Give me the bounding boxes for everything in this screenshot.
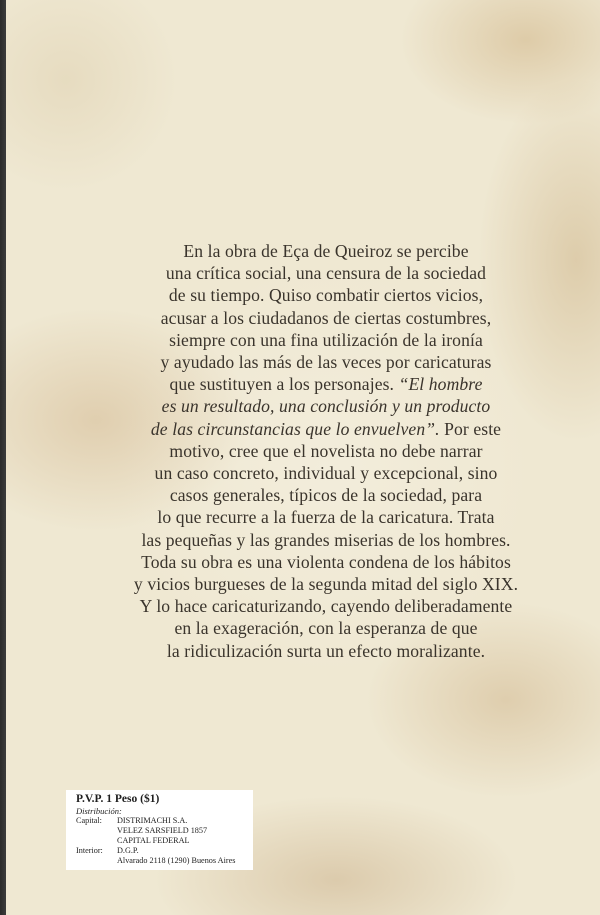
blurb-line: la ridiculización surta un efecto moralizante. [166, 640, 486, 661]
blurb-text: que sustituyen a los personajes. [169, 374, 395, 395]
distributor-address: VELEZ SARSFIELD 1857 [117, 826, 208, 835]
blurb-quote: “El hombre [398, 374, 483, 395]
blurb-line: de su tiempo. Quiso combatir ciertos vicios, [168, 285, 484, 306]
blurb-line: motivo, cree que el novelista no debe narrar [169, 440, 483, 461]
blurb-line: un caso concreto, individual y excepcional, sino [154, 463, 498, 484]
distribution-row [76, 856, 249, 866]
price-text: P.V.P. 1 Peso ($1) [76, 793, 160, 805]
blurb-line: lo que recurre a la fuerza de la caricatura. Trata [157, 507, 495, 528]
blurb-quote: es un resultado, una conclusión y un producto [161, 396, 491, 417]
interior-address: Alvarado 2118 (1290) Buenos Aires [117, 856, 236, 865]
distribution-row [76, 816, 249, 826]
blurb-line: acusar a los ciudadanos de ciertas costumbres, [160, 307, 492, 328]
blurb-line: las pequeñas y las grandes miserias de los hombres. [141, 529, 511, 550]
book-back-cover [6, 0, 600, 915]
blurb-line [70, 395, 582, 417]
price-label-sticker [66, 790, 253, 870]
interior-distributor: D.G.P. [117, 846, 139, 855]
blurb-line: siempre con una fina utilización de la ironía [169, 329, 483, 350]
blurb-line: y ayudado las más de las veces por caricaturas [160, 352, 492, 373]
blurb-line [70, 373, 582, 395]
blurb-line: En la obra de Eça de Queiroz se percibe [183, 241, 469, 261]
blurb-quote: de las circunstancias que lo envuelven”. [150, 418, 440, 439]
blurb-line [70, 418, 582, 440]
distribution-title: Distribución: [76, 806, 122, 816]
interior-label: Interior: [76, 846, 103, 855]
cover-blurb [70, 240, 582, 662]
distribution-row [76, 846, 249, 856]
blurb-line: Y lo hace caricaturizando, cayendo deliberadamente [139, 596, 513, 617]
blurb-text: Por este [444, 418, 502, 439]
distribution-row [76, 836, 249, 846]
blurb-line: y vicios burgueses de la segunda mitad del siglo XIX. [133, 574, 519, 595]
blurb-line: casos generales, típicos de la sociedad, para [169, 485, 483, 506]
distributor-city: CAPITAL FEDERAL [117, 836, 190, 845]
capital-label: Capital: [76, 816, 102, 825]
blurb-line: en la exageración, con la esperanza de que [174, 618, 478, 639]
distribution-row [76, 826, 249, 836]
blurb-line: una crítica social, una censura de la sociedad [165, 263, 487, 284]
blurb-line: Toda su obra es una violenta condena de los hábitos [141, 551, 511, 572]
distributor-name: DISTRIMACHI S.A. [117, 816, 188, 825]
